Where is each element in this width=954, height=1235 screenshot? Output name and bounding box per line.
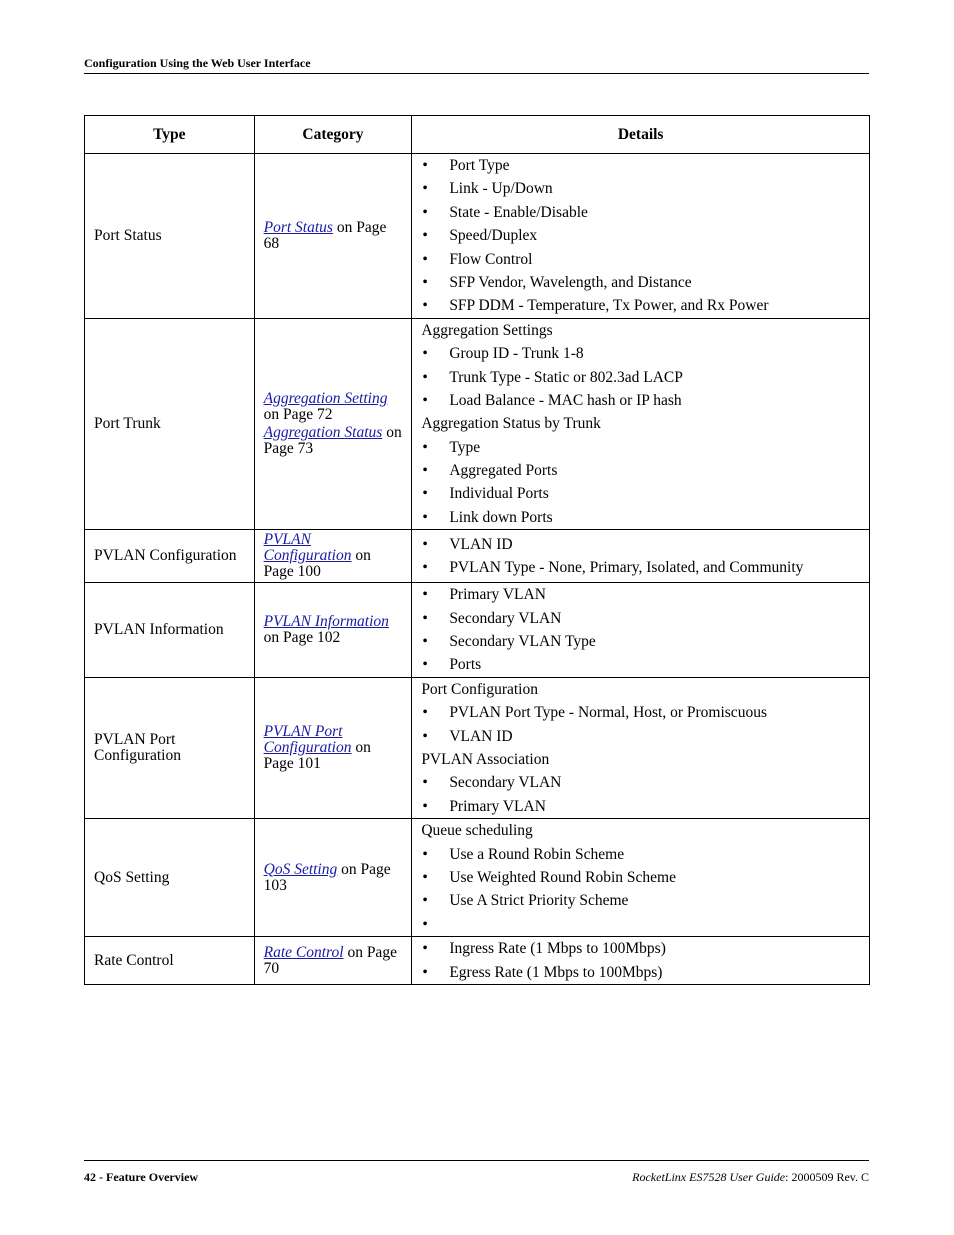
bullet-icon: •: [422, 227, 428, 245]
bullet-icon: •: [422, 485, 428, 503]
detail-bullet-item: [421, 771, 860, 794]
bullet-icon: •: [422, 774, 428, 792]
page-reference-text: on Page 103: [263, 860, 391, 894]
category-link[interactable]: PVLAN Information: [263, 613, 389, 631]
category-link[interactable]: PVLAN Configuration: [263, 531, 352, 565]
detail-bullet-item: [421, 866, 860, 889]
bullet-icon: •: [422, 845, 428, 863]
detail-text: Type: [449, 438, 481, 456]
detail-bullet-item: [421, 607, 860, 630]
detail-text: Use a Round Robin Scheme: [449, 845, 625, 863]
detail-text: Port Configuration: [421, 680, 538, 698]
detail-text: Trunk Type - Static or 802.3ad LACP: [449, 368, 683, 386]
footer-revision: : 2000509 Rev. C: [785, 1170, 869, 1184]
detail-bullet-item: [421, 889, 860, 912]
detail-text: Use A Strict Priority Scheme: [449, 892, 629, 910]
footer-document-id: [632, 1170, 869, 1185]
details-cell: [412, 819, 870, 937]
details-cell: [412, 530, 870, 583]
page-reference-text: on Page 72: [263, 405, 333, 423]
page-reference-text: on Page 68: [263, 218, 387, 252]
bullet-icon: •: [422, 345, 428, 363]
detail-text: Aggregated Ports: [449, 462, 558, 480]
category-link[interactable]: PVLAN Port Configuration: [263, 722, 352, 756]
detail-text: Secondary VLAN: [449, 609, 562, 627]
detail-bullet-item: [421, 937, 860, 960]
header-divider: [84, 73, 869, 74]
column-header-details: Details: [412, 116, 870, 154]
detail-text: Primary VLAN: [449, 797, 546, 815]
type-cell: Port Status: [85, 154, 255, 319]
category-reference: [264, 614, 403, 646]
detail-text: Port Type: [449, 157, 510, 174]
category-cell: [254, 583, 412, 678]
category-reference: [264, 220, 403, 252]
detail-subheading: [421, 819, 860, 842]
detail-bullet-item: [421, 201, 860, 224]
bullet-icon: •: [422, 297, 428, 315]
bullet-icon: •: [422, 704, 428, 722]
page-header-title: Configuration Using the Web User Interface: [84, 56, 311, 70]
detail-text: PVLAN Association: [421, 750, 550, 768]
category-cell: [254, 154, 412, 319]
table-row: [85, 937, 870, 985]
detail-text: Flow Control: [449, 250, 533, 268]
details-cell: [412, 937, 870, 985]
detail-text: Individual Ports: [449, 485, 549, 503]
footer-guide-title: RocketLinx ES7528 User Guide: [632, 1170, 786, 1184]
detail-bullet-item: [421, 436, 860, 459]
category-reference: [264, 425, 403, 457]
detail-bullet-item: [421, 459, 860, 482]
footer-divider: [84, 1160, 869, 1161]
detail-text: Secondary VLAN: [449, 774, 562, 792]
bullet-icon: •: [422, 462, 428, 480]
page-reference-text: on Page 73: [263, 423, 402, 457]
detail-subheading: [421, 412, 860, 435]
detail-text: Use Weighted Round Robin Scheme: [449, 868, 676, 886]
bullet-icon: •: [422, 368, 428, 386]
bullet-icon: •: [422, 892, 428, 910]
bullet-icon: •: [422, 559, 428, 577]
category-link[interactable]: Port Status: [263, 218, 333, 236]
detail-text: SFP DDM - Temperature, Tx Power, and Rx Power: [449, 297, 769, 315]
bullet-icon: •: [422, 727, 428, 745]
detail-text: VLAN ID: [449, 727, 513, 745]
type-cell: Rate Control: [85, 937, 255, 985]
bullet-icon: •: [422, 157, 428, 174]
bullet-icon: •: [422, 586, 428, 604]
detail-bullet-item: [421, 961, 860, 984]
type-cell: PVLAN Port Configuration: [85, 677, 255, 818]
page-reference-text: on Page 101: [263, 738, 371, 772]
column-header-category: Category: [254, 116, 412, 154]
detail-bullet-item: [421, 294, 860, 317]
detail-subheading: [421, 319, 860, 342]
bullet-icon: •: [422, 915, 428, 933]
table-row: [85, 583, 870, 678]
detail-text: VLAN ID: [449, 535, 513, 553]
detail-bullet-item: [421, 795, 860, 818]
detail-bullet-item: [421, 389, 860, 412]
page-reference-text: on Page 70: [263, 943, 397, 977]
category-cell: [254, 530, 412, 583]
detail-text: Speed/Duplex: [449, 227, 538, 245]
detail-bullet-item: [421, 701, 860, 724]
detail-bullet-item: [421, 630, 860, 653]
detail-text: Group ID - Trunk 1-8: [449, 345, 584, 363]
table-body: [85, 154, 870, 985]
table-row: [85, 819, 870, 937]
type-cell: QoS Setting: [85, 819, 255, 937]
detail-bullet-item: [421, 583, 860, 606]
bullet-icon: •: [422, 963, 428, 981]
detail-text: SFP Vendor, Wavelength, and Distance: [449, 273, 692, 291]
bullet-icon: •: [422, 391, 428, 409]
type-cell: Port Trunk: [85, 318, 255, 530]
detail-subheading: [421, 678, 860, 701]
bullet-icon: •: [422, 535, 428, 553]
details-cell: [412, 583, 870, 678]
detail-bullet-item: [421, 556, 860, 579]
table-header-row: [85, 116, 870, 154]
category-reference: [264, 532, 403, 580]
detail-bullet-item: [421, 653, 860, 676]
page-reference-text: on Page 102: [263, 629, 341, 647]
category-reference: [264, 862, 403, 894]
detail-bullet-item: [421, 843, 860, 866]
detail-text: Load Balance - MAC hash or IP hash: [449, 391, 682, 409]
details-cell: [412, 318, 870, 530]
detail-bullet-item: [421, 154, 860, 177]
detail-text: Link - Up/Down: [449, 180, 553, 198]
category-link[interactable]: Rate Control: [263, 943, 344, 961]
bullet-icon: •: [422, 273, 428, 291]
bullet-icon: •: [422, 180, 428, 198]
table-row: [85, 677, 870, 818]
category-cell: [254, 819, 412, 937]
category-reference: [264, 391, 403, 423]
table-row: [85, 154, 870, 319]
category-cell: [254, 937, 412, 985]
category-reference: [264, 945, 403, 977]
feature-table: [84, 115, 870, 985]
category-cell: [254, 677, 412, 818]
details-cell: [412, 154, 870, 319]
detail-text: PVLAN Port Type - Normal, Host, or Promiscuous: [449, 704, 767, 722]
detail-bullet-item: [421, 533, 860, 556]
detail-bullet-item: [421, 342, 860, 365]
category-link[interactable]: Aggregation Setting: [263, 389, 388, 407]
detail-bullet-item: [421, 248, 860, 271]
detail-text: Primary VLAN: [449, 586, 546, 604]
category-link[interactable]: QoS Setting: [263, 860, 338, 878]
category-link[interactable]: Aggregation Status: [263, 423, 383, 441]
page-reference-text: on Page 100: [263, 547, 371, 581]
detail-bullet-item: [421, 366, 860, 389]
detail-bullet-item: [421, 482, 860, 505]
detail-bullet-item: [421, 725, 860, 748]
type-cell: PVLAN Information: [85, 583, 255, 678]
detail-text: PVLAN Type - None, Primary, Isolated, and Community: [449, 559, 804, 577]
bullet-icon: •: [422, 508, 428, 526]
detail-text: Ingress Rate (1 Mbps to 100Mbps): [449, 940, 666, 958]
detail-bullet-item: [421, 177, 860, 200]
category-cell: [254, 318, 412, 530]
type-cell: PVLAN Configuration: [85, 530, 255, 583]
bullet-icon: •: [422, 633, 428, 651]
bullet-icon: •: [422, 609, 428, 627]
bullet-icon: •: [422, 797, 428, 815]
bullet-icon: •: [422, 203, 428, 221]
detail-text: Secondary VLAN Type: [449, 633, 596, 651]
bullet-icon: •: [422, 656, 428, 674]
category-reference: [264, 724, 403, 772]
details-cell: [412, 677, 870, 818]
detail-text: State - Enable/Disable: [449, 203, 588, 221]
detail-text: Egress Rate (1 Mbps to 100Mbps): [449, 963, 663, 981]
bullet-icon: •: [422, 438, 428, 456]
bullet-icon: •: [422, 250, 428, 268]
detail-text: Ports: [449, 656, 482, 674]
detail-bullet-item: [421, 506, 860, 529]
detail-text: Queue scheduling: [421, 822, 533, 840]
detail-text: Aggregation Settings: [421, 321, 553, 339]
detail-subheading: [421, 748, 860, 771]
bullet-icon: •: [422, 868, 428, 886]
column-header-type: Type: [85, 116, 255, 154]
detail-text: Aggregation Status by Trunk: [421, 415, 601, 433]
bullet-icon: •: [422, 940, 428, 958]
detail-bullet-item: [421, 271, 860, 294]
detail-bullet-item: [421, 224, 860, 247]
table-row: [85, 530, 870, 583]
footer-page-label: 42 - Feature Overview: [84, 1170, 199, 1184]
detail-text: Link down Ports: [449, 508, 553, 526]
detail-bullet-item: [421, 913, 860, 936]
table-row: [85, 318, 870, 530]
